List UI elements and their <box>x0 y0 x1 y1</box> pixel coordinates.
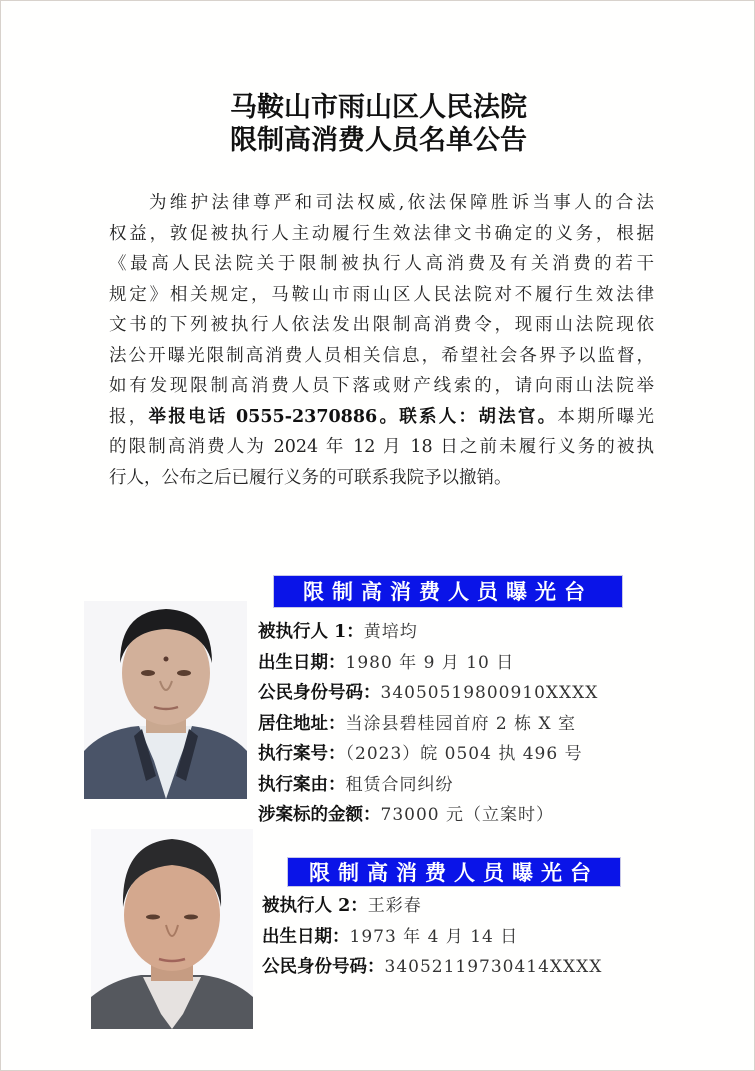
intro-line: 行人，公布之后已履行义务的可联系我院予以撤销。 <box>109 467 512 488</box>
field-id-number: 公民身份号码：34052119730414XXXX <box>262 957 603 977</box>
intro-line: 权益，敦促被执行人主动履行生效法律文书确定的义务，根据 <box>109 223 654 244</box>
portrait-photo-2 <box>91 829 253 1029</box>
person-info-2 <box>262 891 602 983</box>
exposure-banner-2: 限制高消费人员曝光台 <box>287 857 621 887</box>
field-birth-date: 出生日期：1973 年 4 月 14 日 <box>262 926 519 947</box>
field-id-number: 公民身份号码：34050519800910XXXX <box>258 683 599 703</box>
exposure-banner-1: 限制高消费人员曝光台 <box>273 575 623 608</box>
person-portrait-icon <box>84 601 247 799</box>
intro-line: 《最高人民法院关于限制被执行人高消费及有关消费的若干 <box>109 254 654 274</box>
field-birth-date: 出生日期：1980 年 9 月 10 日 <box>258 652 515 673</box>
field-case-number: 执行案号：（2023）皖 0504 执 496 号 <box>258 744 583 764</box>
person-info-1 <box>258 617 598 831</box>
intro-text: 本期所曝光 <box>557 406 655 427</box>
title-court-name: 马鞍山市雨山区人民法院 <box>230 92 527 123</box>
intro-line: 法公开曝光限制高消费人员相关信息，希望社会各界予以监督， <box>109 345 654 366</box>
intro-text: 报， <box>109 406 149 427</box>
field-address: 居住地址：当涂县碧桂园首府 2 栋 X 室 <box>258 713 577 734</box>
portrait-photo-1 <box>84 601 247 799</box>
intro-line: 为维护法律尊严和司法权威,依法保障胜诉当事人的合法 <box>149 193 654 213</box>
intro-line-hotline <box>109 402 654 433</box>
person-portrait-icon <box>91 829 253 1029</box>
field-name: 被执行人 1：黄培均 <box>258 622 418 642</box>
field-name: 被执行人 2：王彩春 <box>262 896 422 916</box>
intro-line: 规定》相关规定，马鞍山市雨山区人民法院对不履行生效法律 <box>109 284 654 305</box>
intro-line: 如有发现限制高消费人员下落或财产线索的，请向雨山法院举 <box>109 376 654 396</box>
hotline-contact-text: 举报电话 0555-2370886。联系人：胡法官。 <box>148 406 558 427</box>
field-case-cause: 执行案由：租赁合同纠纷 <box>258 774 454 795</box>
intro-line: 文书的下列被执行人依法发出限制高消费令，现雨山法院现依 <box>109 315 654 335</box>
field-amount: 涉案标的金额：73000 元（立案时） <box>258 805 554 825</box>
intro-line: 的限制高消费人为 2024 年 12 月 18 日之前未履行义务的被执 <box>109 437 654 457</box>
title-notice-name: 限制高消费人员名单公告 <box>230 125 527 156</box>
intro-paragraph <box>109 188 654 493</box>
